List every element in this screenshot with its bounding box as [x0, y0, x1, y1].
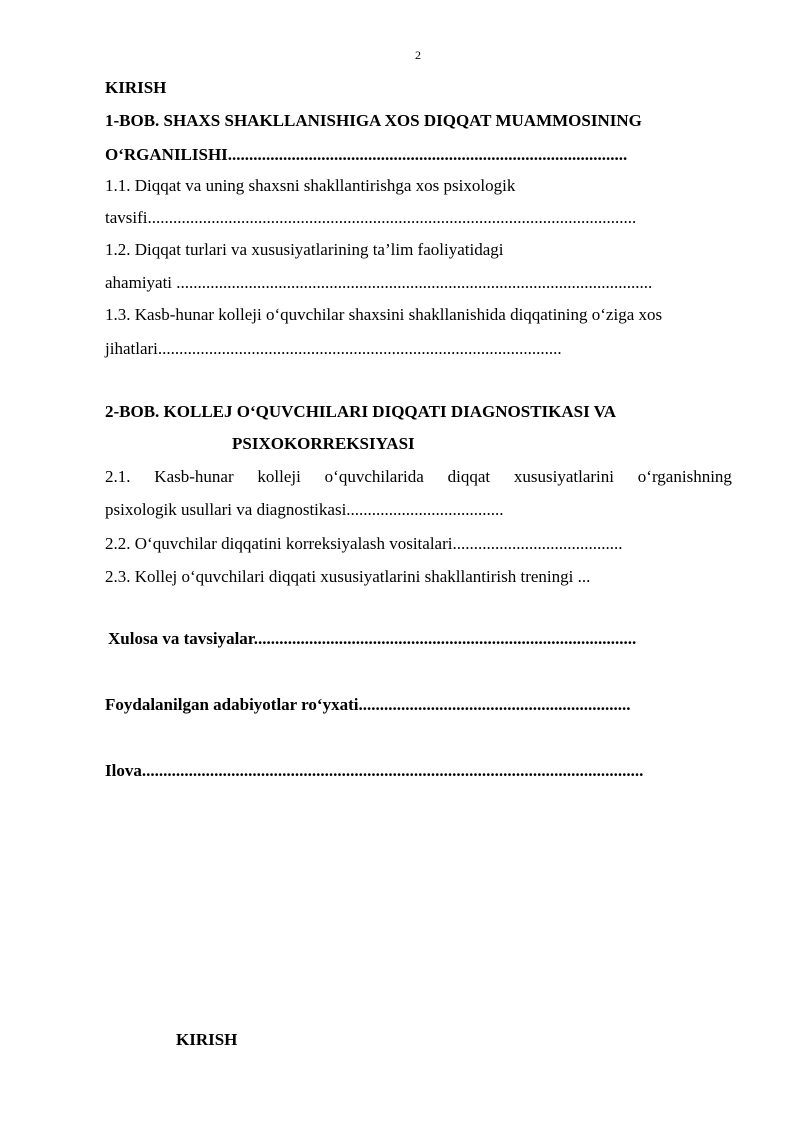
toc-section-1-2: 1.2. Diqqat turlari va xususiyatlarining ta’lim faoliyatidagi: [105, 240, 504, 259]
toc-word: o‘rganishning: [637, 467, 732, 486]
toc-section-2-2: 2.2. O‘quvchilar diqqatini korreksiyalash vositalari........................................: [105, 534, 623, 553]
toc-word: kolleji: [257, 467, 301, 486]
toc-section-1-3-cont: jihatlari...............................................................................................: [105, 339, 562, 358]
toc-section-1-1: 1.1. Diqqat va uning shaxsni shakllantirishga xos psixologik: [105, 176, 516, 195]
toc-conclusion: Xulosa va tavsiyalar..........................................................................................: [108, 629, 637, 648]
page-number: 2: [415, 48, 421, 62]
toc-section-2-1: [105, 467, 732, 487]
toc-section-1-3: 1.3. Kasb-hunar kolleji o‘quvchilar shaxsini shakllanishida diqqatining o‘ziga xos: [105, 305, 663, 324]
toc-chapter2-title: 2-BOB. KOLLEJ O‘QUVCHILARI DIQQATI DIAGNOSTIKASI VA: [105, 402, 617, 421]
toc-word: diqqat: [447, 467, 491, 486]
toc-kirish: KIRISH: [105, 78, 167, 97]
toc-section-2-3: 2.3. Kollej o‘quvchilari diqqati xususiyatlarini shakllantirish treningi ...: [105, 567, 591, 586]
toc-word: 2.1.: [105, 467, 131, 486]
toc-chapter1-title-cont: O‘RGANILISHI..............................................................................................: [105, 145, 628, 164]
toc-references: Foydalanilgan adabiyotlar ro‘yxati................................................................: [105, 695, 631, 714]
toc-word: Kasb-hunar: [154, 467, 234, 486]
toc-chapter1-title: 1-BOB. SHAXS SHAKLLANISHIGA XOS DIQQAT MUAMMOSINING: [105, 111, 642, 130]
toc-word: xususiyatlarini: [513, 467, 614, 486]
toc-chapter2-title-cont: PSIXOKORREKSIYASI: [232, 434, 415, 453]
toc-section-2-1-cont: psixologik usullari va diagnostikasi.....................................: [105, 500, 504, 519]
toc-section-1-2-cont: ahamiyati ................................................................................................................: [105, 273, 653, 292]
toc-section-1-1-cont: tavsifi...................................................................................................................: [105, 208, 637, 227]
section-heading-kirish: KIRISH: [176, 1030, 238, 1049]
toc-word: o‘quvchilarida: [324, 467, 424, 486]
toc-appendix: Ilova......................................................................................................................: [105, 761, 644, 780]
